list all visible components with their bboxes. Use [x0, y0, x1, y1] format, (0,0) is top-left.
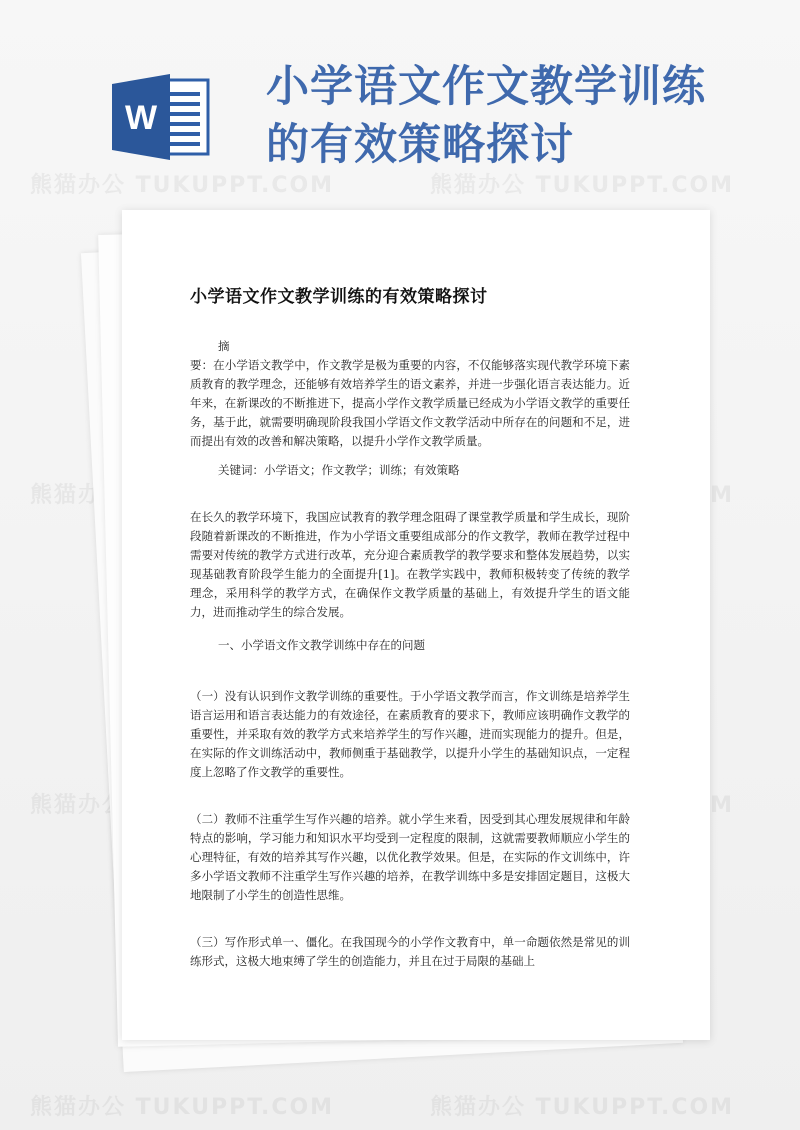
watermark: 熊猫办公 — [30, 793, 127, 818]
word-icon-letter: W — [124, 99, 158, 137]
page-heading — [266, 58, 786, 174]
word-document-icon — [112, 74, 212, 160]
watermark: 熊猫办公 — [30, 483, 127, 508]
abstract-text: 要：在小学语文教学中，作文教学是极为重要的内容，不仅能够落实现代教学环境下素质教育的教学理念，还能够有效培养学生的语文素养，并进一步强化语言表达能力。近年来，在新课改的不断推进下，提高小学作文教学质量已经成为小学语文教学的重要任务，基于此，就需要明确现阶段我国小学语文作文教学活动中所存在的问题和不足，进而提出有效的改善和解决策略，以提升小学作文教学质量。 — [190, 358, 630, 448]
watermark: 熊猫办公 TUKUPPT.COM — [30, 1095, 335, 1120]
intro-paragraph: 在长久的教学环境下，我国应试教育的教学理念阻碍了课堂教学质量和学生成长，现阶段随着新课改的不断推进，作为小学语文重要组成部分的作文教学，教师在教学过程中需要对传统的教学方式进行改革，充分迎合素质教学的教学要求和整体发展趋势，以实现基础教育阶段学生能力的全面提升[1]。在教学实践中，教师积极转变了传统的教学理念，采用科学的教学方式，在确保作文教学质量的基础上，有效提升学生的语文能力，进而推动学生的综合发展。 — [190, 510, 630, 619]
section-heading-1: 一、小学语文作文教学训练中存在的问题 — [218, 638, 425, 652]
page-heading-line1: 小学语文作文教学训练 — [266, 62, 706, 112]
keywords: 关键词：小学语文；作文教学；训练；有效策略 — [218, 463, 460, 477]
watermark: 熊猫办公 TUKUPPT.COM — [430, 1095, 735, 1120]
abstract — [190, 337, 630, 451]
watermark: 熊猫办公 TUKUPPT.COM — [30, 173, 335, 198]
watermark: 熊猫办公 TUKUPPT.COM — [430, 173, 735, 198]
subsection-paragraph-1: （一）没有认识到作文教学训练的重要性。于小学语文教学而言，作文训练是培养学生语言运用和语言表达能力的有效途径，在素质教育的要求下，教师应该明确作文教学的重要性，并采取有效的教学方式来培养学生的写作兴趣，进而实现能力的提升。但是，在实际的作文训练活动中，教师侧重于基础教学，以提升小学生的基础知识点，一定程度上忽略了作文教学的重要性。 — [190, 689, 630, 779]
article-title: 小学语文作文教学训练的有效策略探讨 — [190, 287, 488, 307]
abstract-label: 摘 — [218, 339, 230, 353]
page-heading-line2: 的有效策略探讨 — [266, 120, 574, 170]
document-body — [190, 282, 630, 971]
subsection-paragraph-2: （二）教师不注重学生写作兴趣的培养。就小学生来看，因受到其心理发展规律和年龄特点的影响，学习能力和知识水平均受到一定程度的限制，这就需要教师顺应小学生的心理特征，有效的培养其写作兴趣，以优化教学效果。但是，在实际的作文训练中，许多小学语文教师不注重学生写作兴趣的培养，在教学训练中多是安排固定题目，这极大地限制了小学生的创造性思维。 — [190, 812, 630, 902]
subsection-paragraph-3: （三）写作形式单一、僵化。在我国现今的小学作文教育中，单一命题依然是常见的训练形式，这极大地束缚了学生的创造能力，并且在过于局限的基础上 — [190, 935, 630, 968]
